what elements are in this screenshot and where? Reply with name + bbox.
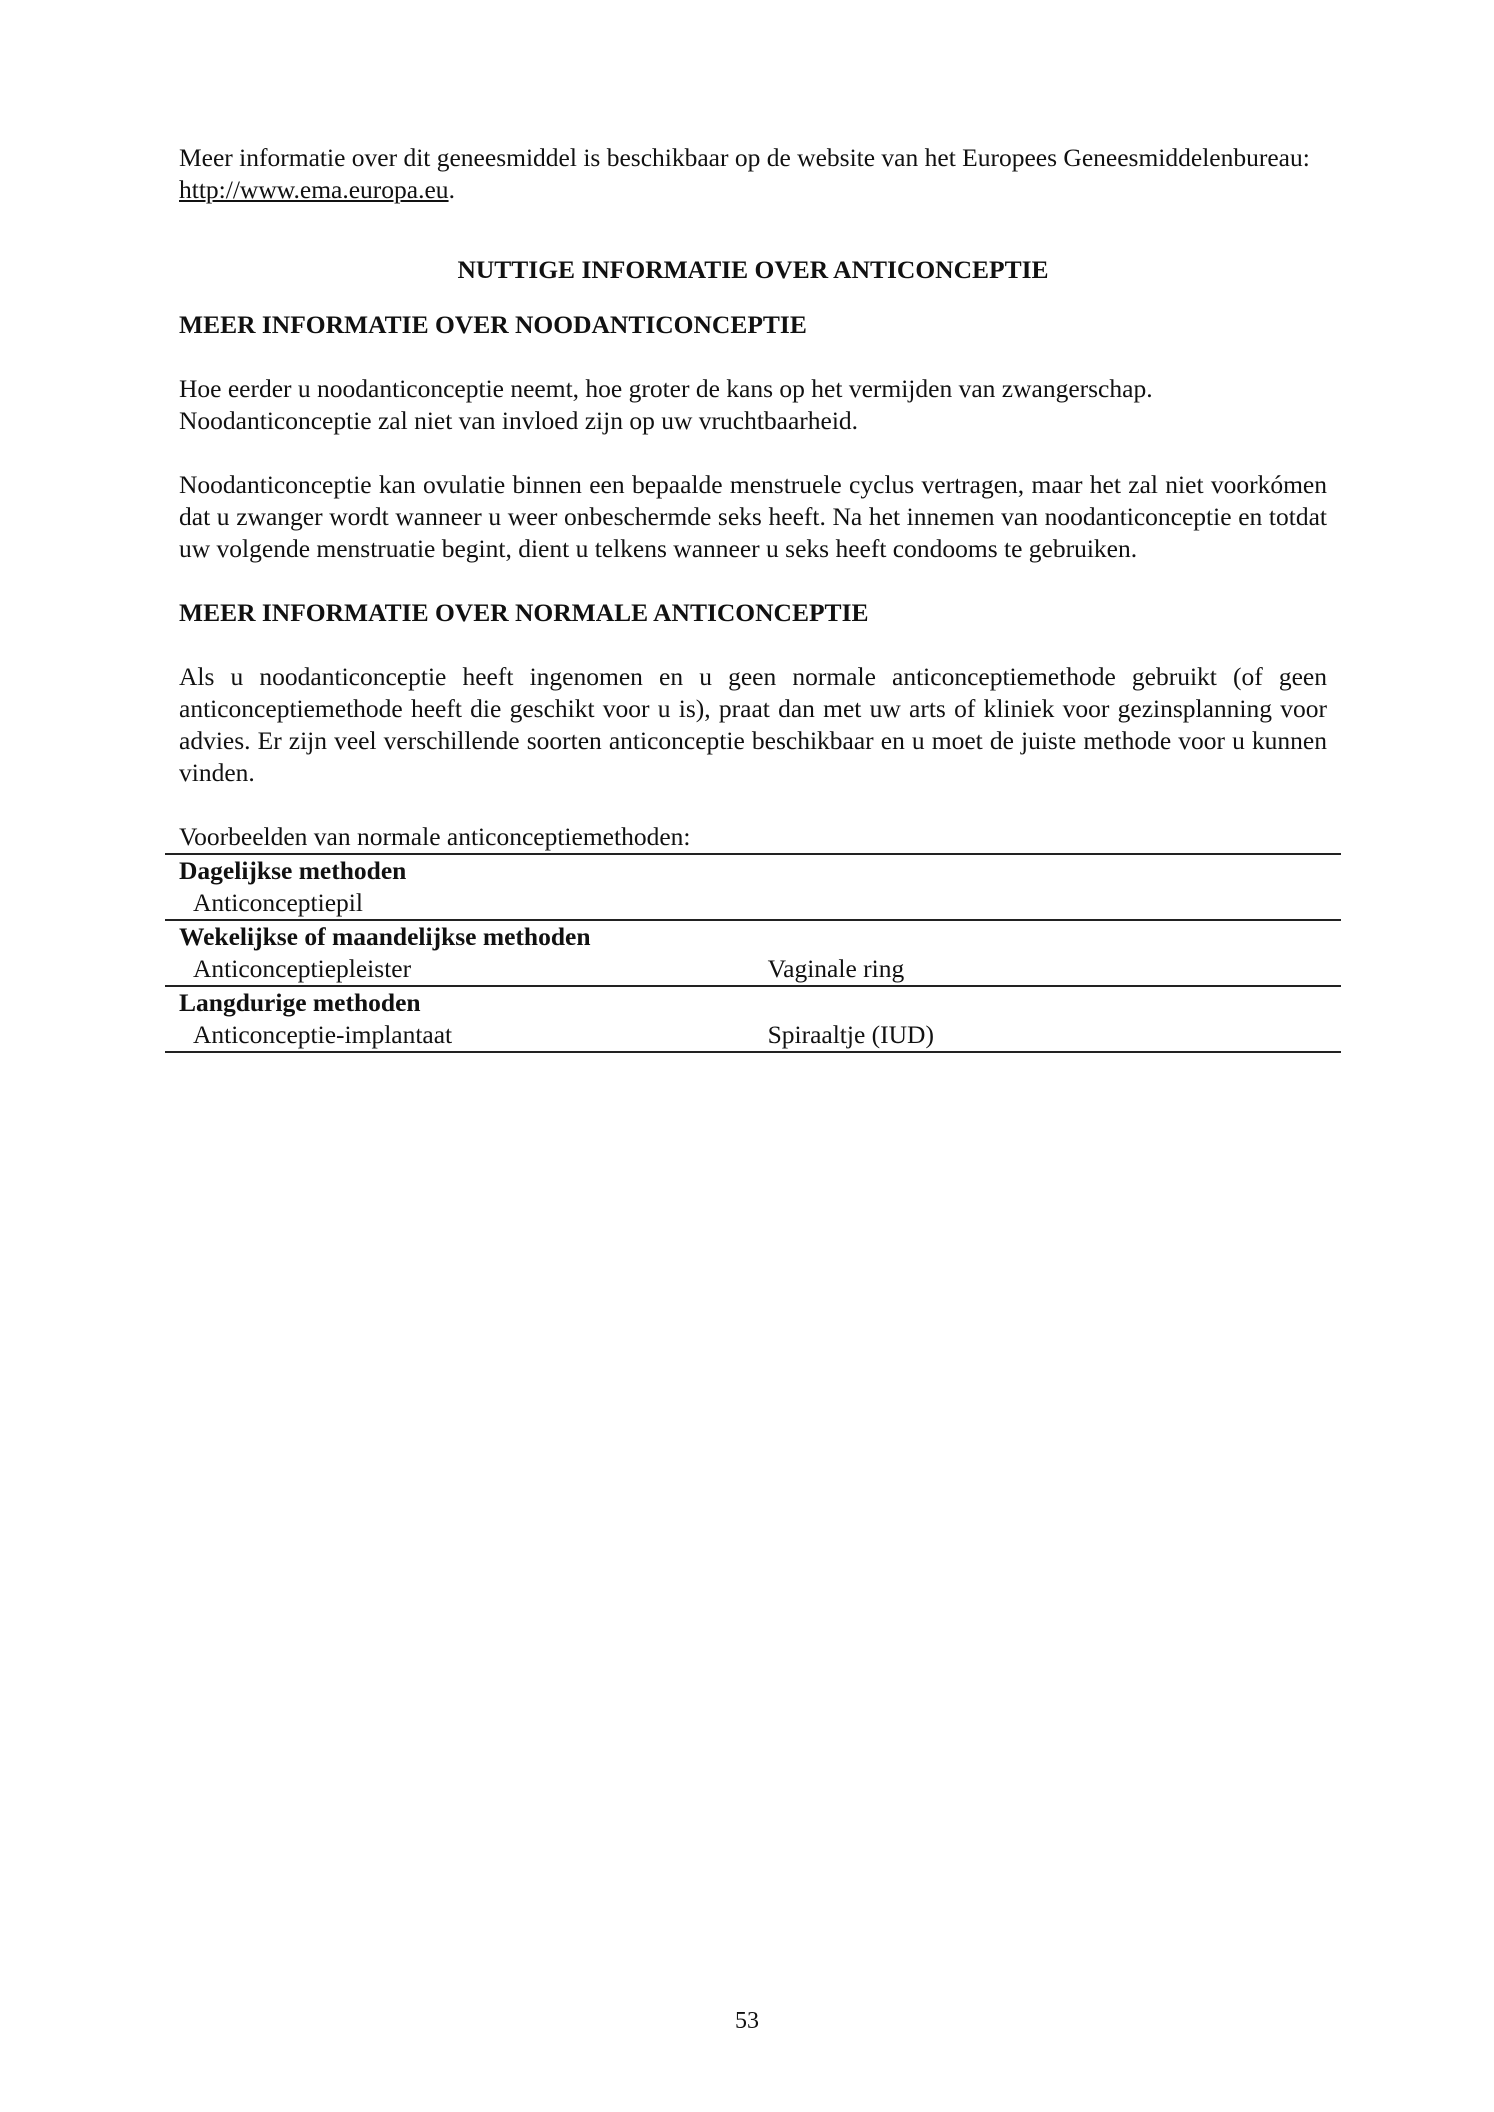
method-cell: Anticonceptiepil xyxy=(193,888,363,917)
section1-paragraph1: Hoe eerder u noodanticonceptie neemt, hoe groter de kans op het vermijden van zwangerschap. Noodanticonceptie zal niet van invloed zijn op uw vruchtbaarheid. xyxy=(179,374,1153,435)
intro-paragraph xyxy=(179,142,1327,206)
table-group-row xyxy=(165,920,1341,953)
table-item-row xyxy=(165,953,1341,986)
method-cell: Anticonceptie-implantaat xyxy=(165,1019,740,1052)
ema-website-link[interactable]: http://www.ema.europa.eu xyxy=(179,175,449,204)
methods-table xyxy=(165,853,1341,1053)
table-group-row xyxy=(165,854,1341,887)
intro-text: Meer informatie over dit geneesmiddel is beschikbaar op de website van het Europees Geneesmiddelenbureau: xyxy=(179,143,1310,172)
section2-heading: MEER INFORMATIE OVER NORMALE ANTICONCEPTIE xyxy=(179,598,869,627)
section2-paragraph1: Als u noodanticonceptie heeft ingenomen en u geen normale anticonceptiemethode gebruikt (of geen anticonceptiemethode heeft die geschikt voor u is), praat dan met uw arts of kliniek voor gezinsplanning voor advies. Er zijn veel verschillende soorten anticonceptie beschikbaar en u moet de juiste methode voor u kunnen vinden. xyxy=(179,662,1327,787)
method-cell: Spiraaltje (IUD) xyxy=(740,1019,1341,1052)
section1-paragraph2: Noodanticonceptie kan ovulatie binnen een bepaalde menstruele cyclus vertragen, maar het zal niet voorkómen dat u zwanger wordt wanneer u weer onbeschermde seks heeft. Na het innemen van noodanticonceptie en totdat uw volgende menstruatie begint, dient u telkens wanneer u seks heeft condooms te gebruiken. xyxy=(179,470,1327,563)
intro-period: . xyxy=(448,175,455,204)
method-cell xyxy=(740,887,1341,920)
main-title: NUTTIGE INFORMATIE OVER ANTICONCEPTIE xyxy=(457,255,1049,284)
table-caption: Voorbeelden van normale anticonceptiemethoden: xyxy=(179,822,691,851)
group-title: Dagelijkse methoden xyxy=(165,854,1341,887)
method-cell: Vaginale ring xyxy=(767,954,905,983)
method-cell: Anticonceptiepleister xyxy=(193,954,412,983)
table-item-row xyxy=(165,1019,1341,1052)
section1-heading: MEER INFORMATIE OVER NOODANTICONCEPTIE xyxy=(179,310,807,339)
group-title: Langdurige methoden xyxy=(165,986,1341,1019)
group-title: Wekelijkse of maandelijkse methoden xyxy=(165,920,1341,953)
table-item-row xyxy=(165,887,1341,920)
page-number: 53 xyxy=(735,2008,759,2034)
document-page xyxy=(179,142,1327,1049)
table-group-row xyxy=(165,986,1341,1019)
